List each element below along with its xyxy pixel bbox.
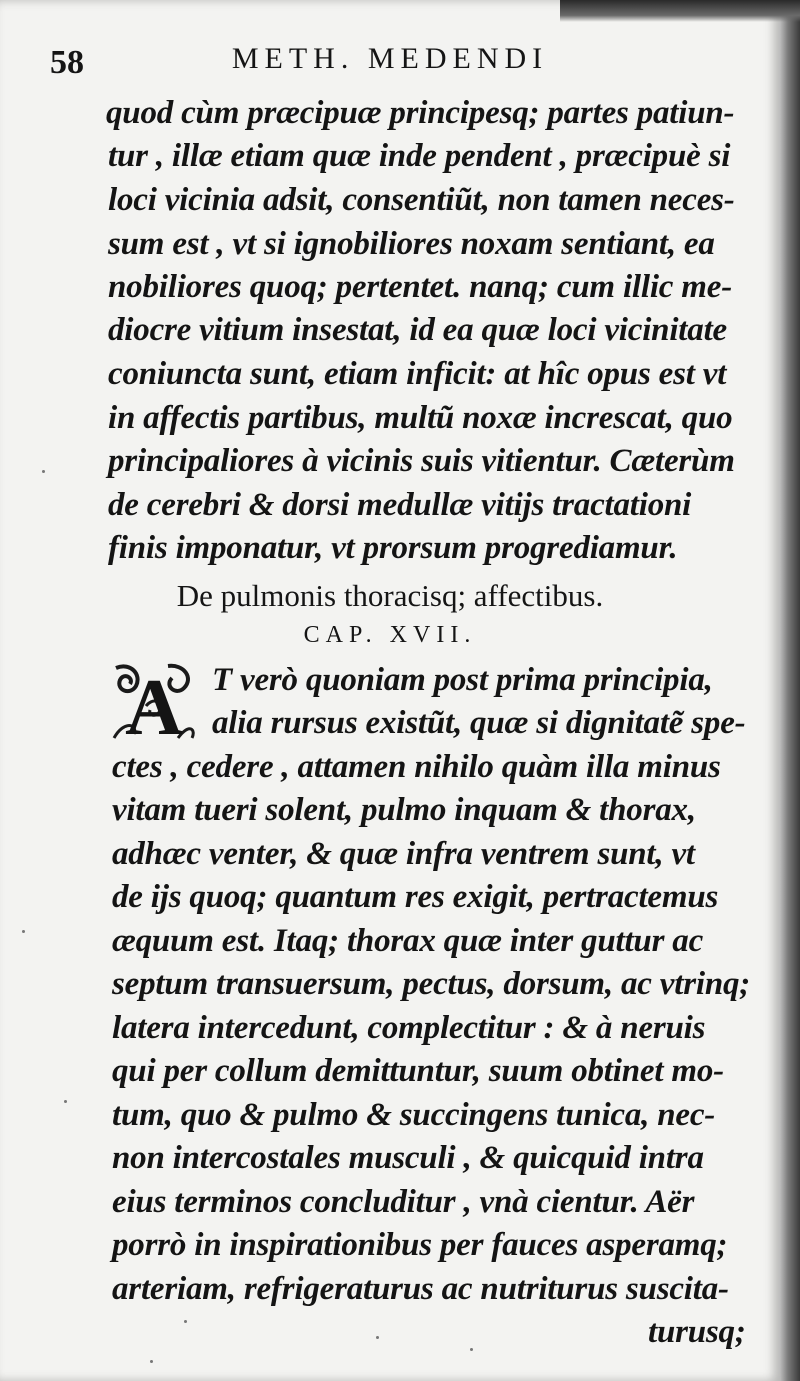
page-edge-shadow — [780, 0, 800, 1381]
text-line: latera intercedunt, complectitur : & à neruis — [112, 1010, 706, 1046]
text-line: finis imponatur, vt prorsum progrediamur. — [108, 530, 678, 566]
text-line: alia rursus existũt, quæ si dignitatẽ spe- — [212, 705, 746, 741]
text-line: eius terminos concluditur , vnà cientur. Aër — [112, 1184, 695, 1220]
text-line: nobiliores quoq; pertentet. nanq; cum illic me- — [108, 269, 733, 305]
text-line: adhæc venter, & quæ infra ventrem sunt, vt — [112, 836, 695, 872]
running-head: METH. MEDENDI — [231, 42, 549, 75]
text-line: tur , illæ etiam quæ inde pendent , præcipuè si — [108, 138, 731, 174]
decorated-initial — [108, 660, 200, 744]
text-line: de ijs quoq; quantum res exigit, pertractemus — [112, 879, 719, 915]
paper-speck — [184, 1320, 187, 1323]
text-line: de cerebri & dorsi medullæ vitijs tractationi — [108, 487, 692, 523]
text-line: tum, quo & pulmo & succingens tunica, nec- — [112, 1097, 716, 1133]
text-line: sum est , vt si ignobiliores noxam sentiant, ea — [108, 226, 715, 262]
text-line: septum transuersum, pectus, dorsum, ac vtrinq; — [112, 966, 751, 1002]
paper-speck — [64, 1100, 67, 1103]
text-line: quod cùm præcipuæ principesq; partes patiun- — [106, 95, 735, 131]
initial-letter: A — [125, 664, 183, 744]
text-line: qui per collum demittuntur, suum obtinet mo- — [112, 1053, 724, 1089]
text-line: in affectis partibus, multũ noxæ increscat, quo — [108, 400, 733, 436]
chapter-title: De pulmonis thoracisq; affectibus. — [176, 578, 604, 613]
text-line: arteriam, refrigeraturus ac nutriturus suscita- — [112, 1271, 729, 1307]
text-line: vitam tueri solent, pulmo inquam & thorax, — [112, 792, 696, 828]
text-line: non intercostales musculi , & quicquid intra — [112, 1140, 704, 1176]
text-line: T verò quoniam post prima principia, — [212, 662, 713, 698]
text-line: diocre vitium insestat, id ea quæ loci vicinitate — [108, 312, 727, 348]
chapter-number: CAP. XVII. — [303, 622, 477, 648]
page-number: 58 — [50, 44, 84, 81]
text-line: loci vicinia adsit, consentiũt, non tamen neces- — [108, 182, 735, 218]
text-line: principaliores à vicinis suis vitientur. Cæterùm — [108, 443, 735, 479]
paper-speck — [42, 470, 45, 473]
text-line: coniuncta sunt, etiam inficit: at hîc opus est vt — [108, 356, 727, 392]
ornament-icon — [108, 660, 200, 744]
text-line: æquum est. Itaq; thorax quæ inter guttur ac — [112, 923, 704, 959]
text-line: ctes , cedere , attamen nihilo quàm illa minus — [112, 749, 721, 785]
text-line: turusq; — [648, 1314, 746, 1350]
paper-speck — [470, 1348, 473, 1351]
paper-speck — [22, 930, 25, 933]
paper-speck — [376, 1336, 379, 1339]
top-edge-shadow — [560, 0, 800, 22]
paper-speck — [150, 1360, 153, 1363]
text-line: porrò in inspirationibus per fauces asperamq; — [112, 1227, 728, 1263]
